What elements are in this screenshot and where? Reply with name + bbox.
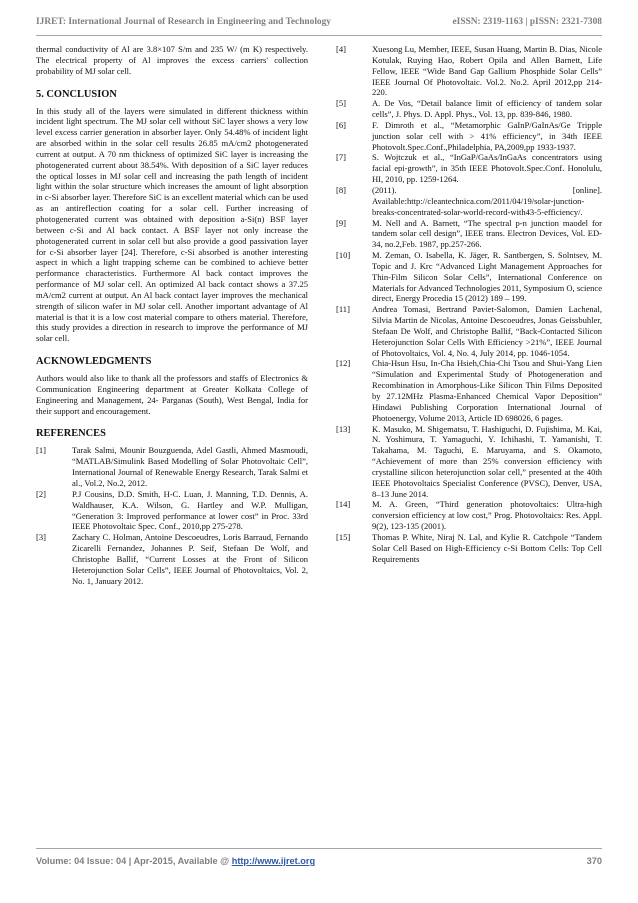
journal-link[interactable]: http://www.ijret.org [231, 856, 316, 866]
reference-item [336, 44, 602, 98]
footer-volume [36, 856, 315, 866]
reference-list-right [336, 44, 602, 565]
reference-item [336, 250, 602, 304]
conclusion-heading: 5. CONCLUSION [36, 88, 117, 100]
left-column [36, 44, 308, 586]
reference-text: M. A. Green, “Third generation photovoltaics: Ultra-high conversion efficiency at low cost,” Prog. Photovoltaics: Res. Appl. 9(2), 123-135 (2001). [372, 499, 602, 532]
reference-item [336, 304, 602, 358]
reference-item [36, 445, 308, 488]
reference-item [336, 152, 602, 185]
references-heading: REFERENCES [36, 428, 106, 440]
reference-item [336, 499, 602, 532]
reference-text: P.J Cousins, D.D. Smith, H-C. Luan, J. Manning, T.D. Dennis, A. Waldhauser, K.A. Wilson, G. Hartley and W.P. Mulligan, “Generation 3: Improved performance at lower cost” in Proc. 33rd IEEE Photovoltaic Spec. Conf., 2010,pp 275-278. [72, 488, 308, 532]
reference-text: A. De Vos, “Detail balance limit of efficiency of tandem solar cells”, J. Phys. D. Appl. Phys., Vol. 13, pp. 839-846, 1980. [372, 98, 602, 120]
reference-text: M. Zeman, O. Isabella, K. Jäger, R. Santbergen, S. Solntsev, M. Topic and J. Krc “Advanced Light Management Approaches for Thin-Film Silicon Solar Cells”, International Conference on Materials for Advanced Technologies 2011, Symposium O, science direct, Energy Procedia 15 (2012) 189 – 199. [372, 250, 602, 304]
reference-item [36, 489, 308, 532]
reference-text: F. Dimroth et al., “Metamorphic GaInP/GaInAs/Ge Tripple junction solar cell with > 41% efficiency”, in 34th IEEE Photovolt.Spec.Conf.,Philadelphia, PA,2009,pp 1933-1937. [372, 119, 602, 152]
reference-text: K. Masuko, M. Shigematsu, T. Hashiguchi, D. Fujishima, M. Kai, N. Yoshimura, T. Yamaguchi, Y. Ichihashi, T. Yamanishi, T. Takahama, M. Taguchi, E. Maruyama, and S. Okamoto, “Achievement of more than 25% conversion efficiency with crystalline silicon heterojunction solar cell,” presented at the 40th IEEE Photovoltaics Specialist Conference (PVSC), Denver, USA, 8–13 June 2014. [372, 423, 602, 499]
reference-item [336, 185, 602, 218]
reference-item [336, 218, 602, 251]
reference-number: [10] [336, 250, 351, 261]
footer-divider [36, 848, 602, 849]
reference-number: [7] [336, 152, 346, 163]
running-header [36, 14, 602, 30]
reference-text: Tarak Salmi, Mounir Bouzguenda, Adel Gastli, Ahmed Masmoudi, “MATLAB/Simulink Based Modelling of Solar Photovoltaic Cell”, International Journal of Renewable Energy Research, Tarak Salmi et al., Vol.2, No.2, 2012. [72, 445, 308, 488]
reference-text: Xuesong Lu, Member, IEEE, Susan Huang, Martin B. Dias, Nicole Kotulak, Ruying Hao, Robert Opila and Allen Barnett, Life Fellow, IEEE “Wide Band Gap Gallium Phosphide Solar Cells” IEEE Journal Of Photovoltaic. Vol.2. No.2. April 2012,pp 214-220. [372, 44, 602, 98]
reference-number: [12] [336, 358, 351, 369]
journal-title: IJRET: International Journal of Research in Engineering and Technology [36, 17, 331, 27]
reference-item [36, 532, 308, 586]
reference-number: [15] [336, 531, 351, 542]
issn-text: eISSN: 2319-1163 | pISSN: 2321-7308 [452, 17, 602, 27]
acknowledgments-paragraph: Authors would also like to thank all the professors and staffs of Electronics & Communication Engineering department at Greater Kolkata College of Engineering and Management, 24- Parganas (South), West Bengal, India for their support and encouragement. [36, 373, 308, 416]
reference-text: M. Nell and A. Barnett, “The spectral p-n junction maodel for tandem solar cell design”, IEEE trans. Electron Devices, Vol. ED-34, no.2,Feb. 1987, pp.257-266. [372, 217, 602, 250]
reference-number: [2] [36, 488, 46, 499]
reference-text: S. Wojtczuk et al., “InGaP/GaAs/InGaAs concentrators using facial epi-growth”, in 35th IEEE Photovolt.Spec.Conf. Honolulu, HI, 2010, pp. 1259-1264. [372, 152, 602, 185]
reference-number: [11] [336, 304, 350, 315]
reference-number: [3] [36, 532, 46, 543]
reference-item [336, 424, 602, 500]
right-column [336, 44, 602, 565]
conclusion-paragraph: In this study all of the layers were simulated in different thickness within incident light spectrum. The MJ solar cell without SiC layer shows a very low level excess carrier generation in absorber layer. Only 54.48% of incident light are absorbed within in the solar cell results 26.85 mA/cm2 photogenerated current at output. A 70 nm thickness of optimized SiC layer is increasing the photogenerated current about 38.54%. With deposition of a SiC layer reduces the optical losses in MJ solar cell and increasing the path length of incident light within the solar structure which increases the amount of light absorption in c-Si absorber layer. Therefore SiC is an excellent material which can be used as an antireflection coating for a solar cell. Further increasing of photogenerated current was obtained with deposition a-Si(n) BSF layer between c-Si and Al back contact. A BSF layer not only increase the photogenerated current in solar cell but also provide a good passivation layer for c-Si absorber layer [24]. Therefore, c-Si absorbed is another interesting aspect in which a light trapping scheme can be combined to achieve better performance characteristics. Furthermore Al back contact improves the performance of MJ solar cell. An optimized Al back contact shows a 37.25 mA/cm2 current at output. An Al back contact layer improves the mechanical strength of silicon wafer in MJ solar cell. Another important advantage of Al material is that it is a low cost material compare to others material. Therefore, this study provides a direction in research to improve the performance of MJ solar cell. [36, 105, 308, 344]
reference-number: [1] [36, 445, 46, 456]
reference-item [336, 98, 602, 120]
reference-item [336, 358, 602, 423]
footer-volume-text: Volume: 04 Issue: 04 | Apr-2015, Available @ [36, 856, 232, 866]
reference-text: Chia-Hsun Hsu, In-Cha Hsieh,Chia-Chi Tsou and Shui-Yang Lien “Simulation and Experimental Study of Photogeneration and Recombination in Amorphous-Like Silicon Thin Films Deposited by 27.12MHz Plasma-Enhanced Chemical Vapor Deposition” Hindawi Publishing Corporation International Journal of Photoenergy, Volume 2013, Article ID 698026, 6 pages. [372, 358, 602, 423]
header-divider [36, 35, 602, 36]
reference-number: [9] [336, 217, 346, 228]
running-footer [36, 854, 602, 868]
acknowledgments-heading: ACKNOWLEDGMENTS [36, 356, 152, 368]
reference-number: [4] [336, 44, 346, 54]
reference-text: Zachary C. Holman, Antoine Descoeudres, Loris Barraud, Fernando Zicarelli Fernandez, Johannes P. Seif, Stefaan De Wolf, and Christophe Ballif, “Current Losses at the Front of Silicon Heterojunction Solar Cells”, IEEE Journal of Photovoltaics, Vol. 2, No. 1, January 2012. [72, 532, 308, 586]
reference-item [336, 120, 602, 153]
page-number: 370 [586, 856, 602, 866]
reference-number: [14] [336, 499, 351, 510]
reference-text: Andrea Tomasi, Bertrand Paviet-Salomon, Damien Lachenal, Silvia Martin de Nicolas, Antoine Descoeudres, Jonas Geissbuhler, Stefaan De Wolf, and Christophe Ballif, “Back-Contacted Silicon Heterojunction Solar Cells With Efficiency >21%”, IEEE Journal of Photovoltaics, Vol. 4, No. 4, July 2014, pp. 1046-1054. [372, 304, 602, 358]
intro-paragraph: thermal conductivity of Al are 3.8×107 S/m and 235 W/ (m K) respectively. The electrical property of Al improves the excess carriers' collection probability of MJ solar cell. [36, 44, 308, 76]
reference-text: Thomas P. White, Niraj N. Lal, and Kylie R. Catchpole “Tandem Solar Cell Based on High-Efficiency c-Si Bottom Cells: Top Cell Requirements [372, 531, 602, 564]
reference-list-left [36, 445, 308, 586]
reference-item [336, 532, 602, 565]
reference-number: [13] [336, 423, 351, 434]
reference-number: [6] [336, 119, 346, 130]
reference-text: (2011). [online]. Available:http://cleantechnica.com/2011/04/19/solar-junction-breaks-concentrated-solar-world-record-with43-5-efficiency/. [372, 184, 602, 217]
reference-number: [5] [336, 98, 346, 109]
reference-number: [8] [336, 184, 346, 195]
